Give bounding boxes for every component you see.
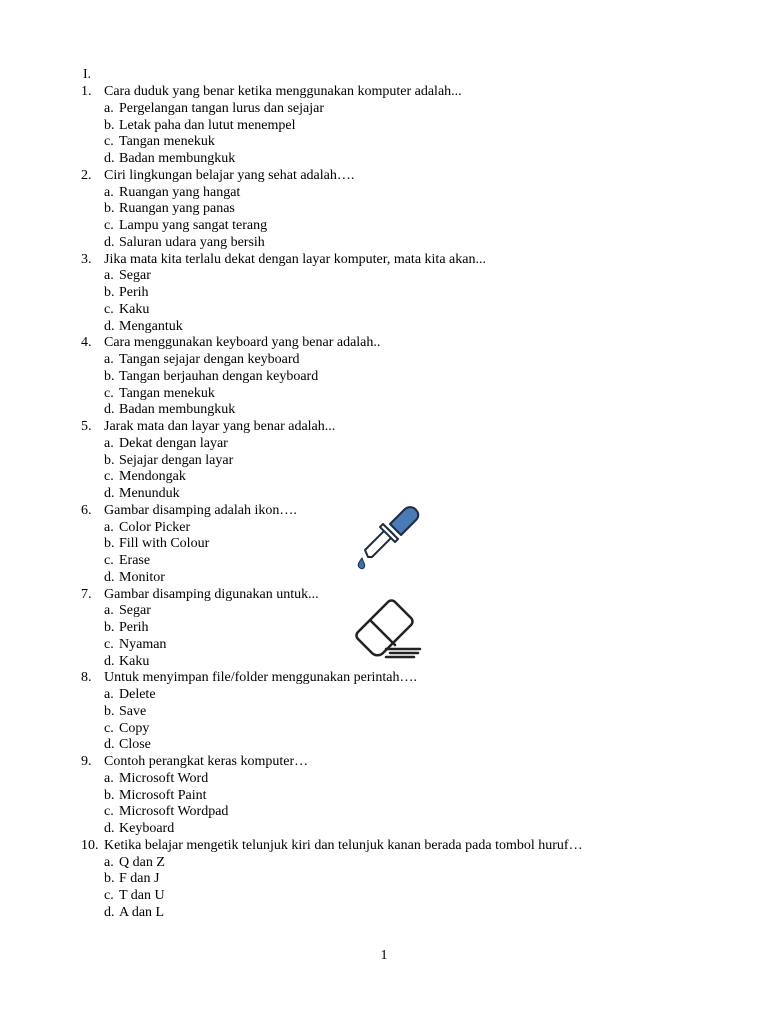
option-letter: c. [104,720,114,736]
answer-option [0,486,768,503]
option-text: Microsoft Word [119,770,209,786]
question-number: 6. [81,502,92,518]
option-text: Keyboard [119,821,175,836]
option-text: Mengantuk [119,318,183,334]
question-item [0,335,768,419]
option-text: Sejajar dengan layar [119,452,234,468]
option-letter: c. [104,385,114,401]
question-text: Cara duduk yang benar ketika menggunakan komputer adalah... [104,84,462,99]
option-text: Lampu yang sangat terang [119,218,268,233]
answer-option [0,453,768,470]
option-letter: c. [104,553,114,568]
question-line [0,335,768,352]
option-letter: c. [104,134,114,150]
option-text: A dan L [119,904,165,920]
answer-option [0,469,768,486]
answer-option [0,369,768,386]
answer-option [0,201,768,218]
answer-option [0,436,768,453]
option-text: Color Picker [119,519,191,535]
option-text: Mendongak [119,469,186,485]
option-letter: d. [104,821,115,836]
color-picker-dropper-icon [352,503,422,573]
option-letter: a. [104,854,114,870]
option-text: Q dan Z [119,854,165,870]
option-letter: d. [104,569,115,585]
option-letter: b. [104,201,115,217]
question-item [0,84,768,168]
option-text: T dan U [119,888,165,903]
option-letter: b. [104,368,115,384]
question-text: Cara menggunakan keyboard yang benar adalah.. [104,335,381,351]
option-text: Dekat dengan layar [119,435,228,451]
answer-option [0,771,768,788]
option-letter: a. [104,770,114,786]
answer-option [0,721,768,738]
answer-option [0,118,768,135]
option-letter: b. [104,536,115,552]
option-text: Kaku [119,653,150,669]
option-letter: a. [104,100,114,116]
option-letter: b. [104,285,115,300]
question-text: Gambar disamping adalah ikon…. [104,502,297,518]
answer-option [0,235,768,252]
option-letter: c. [104,469,114,485]
option-letter: a. [104,519,114,535]
option-text: Microsoft Wordpad [119,804,229,820]
option-text: Microsoft Paint [119,787,207,803]
option-letter: d. [104,653,115,669]
answer-option [0,268,768,285]
option-text: Ruangan yang hangat [119,184,241,200]
question-number: 5. [81,419,92,434]
answer-option [0,737,768,754]
option-letter: b. [104,117,115,133]
option-text: Tangan menekuk [119,134,215,150]
question-text: Jarak mata dan layar yang benar adalah... [104,419,336,434]
answer-option [0,687,768,704]
answer-option [0,352,768,369]
answer-option [0,804,768,821]
option-letter: c. [104,888,114,903]
drop-shape [358,558,364,569]
question-item [0,252,768,336]
option-text: Save [119,703,147,719]
question-text: Untuk menyimpan file/folder menggunakan perintah…. [104,670,417,686]
option-text: Tangan menekuk [119,385,215,401]
option-letter: b. [104,703,115,719]
answer-option [0,386,768,403]
question-line [0,168,768,185]
option-text: Saluran udara yang bersih [119,234,265,250]
page-number: 1 [380,948,388,963]
option-text: Tangan sejajar dengan keyboard [119,352,300,367]
answer-option [0,402,768,419]
answer-option [0,151,768,168]
answer-option [0,788,768,805]
option-letter: a. [104,687,114,702]
question-item [0,168,768,252]
option-text: Monitor [119,569,165,585]
option-letter: a. [104,435,114,451]
answer-option [0,888,768,905]
option-text: Ruangan yang panas [119,201,235,217]
option-letter: a. [104,184,114,200]
option-letter: d. [104,151,115,166]
question-number: 10. [81,837,99,853]
option-letter: d. [104,318,115,334]
question-text: Gambar disamping digunakan untuk... [104,586,319,602]
option-letter: d. [104,486,115,501]
option-text: F dan J [119,871,160,887]
option-letter: c. [104,301,114,317]
option-text: Badan membungkuk [119,151,236,166]
option-letter: a. [104,352,114,367]
option-text: Segar [119,268,151,284]
option-letter: d. [104,234,115,250]
eraser-icon [352,598,424,662]
question-line [0,252,768,269]
section-heading: I. [83,67,92,82]
question-line [0,84,768,101]
option-text: Badan membungkuk [119,402,236,418]
question-number: 9. [81,754,92,769]
option-text: Tangan berjauhan dengan keyboard [119,368,319,384]
dropper-bulb [390,507,418,535]
option-letter: d. [104,402,115,418]
question-number: 7. [81,586,92,602]
option-letter: b. [104,787,115,803]
option-text: Segar [119,603,151,619]
option-text: Close [119,737,151,753]
question-line [0,419,768,436]
answer-option [0,704,768,721]
option-letter: a. [104,603,114,619]
option-letter: b. [104,871,115,887]
option-text: Perih [119,285,149,300]
option-letter: d. [104,904,115,920]
question-number: 1. [81,84,92,99]
answer-option [0,185,768,202]
option-letter: d. [104,737,115,753]
option-text: Letak paha dan lutut menempel [119,117,296,133]
option-letter: b. [104,620,115,635]
question-item [0,419,768,503]
answer-option [0,821,768,838]
answer-option [0,871,768,888]
option-text: Erase [119,553,151,568]
answer-option [0,855,768,872]
answer-option [0,302,768,319]
question-line [0,754,768,771]
question-number: 8. [81,670,92,686]
question-item [0,838,768,922]
answer-option [0,134,768,151]
option-text: Pergelangan tangan lurus dan sejajar [119,100,325,116]
question-line [0,838,768,855]
option-letter: c. [104,804,114,820]
question-number: 2. [81,167,92,183]
question-text: Ciri lingkungan belajar yang sehat adalah…. [104,167,355,183]
question-item [0,670,768,754]
option-text: Delete [119,687,156,702]
option-text: Kaku [119,301,150,317]
answer-option [0,285,768,302]
question-number: 4. [81,335,92,351]
option-text: Nyaman [119,636,167,652]
question-number: 3. [81,251,92,267]
answer-option [0,101,768,118]
question-text: Contoh perangkat keras komputer… [104,754,309,769]
option-letter: b. [104,452,115,468]
option-letter: c. [104,218,114,233]
question-text: Jika mata kita terlalu dekat dengan layar komputer, mata kita akan... [104,251,486,267]
answer-option [0,319,768,336]
option-letter: c. [104,636,114,652]
option-text: Perih [119,620,149,635]
question-item [0,754,768,838]
answer-option [0,905,768,922]
answer-option [0,218,768,235]
option-letter: a. [104,268,114,284]
option-text: Menunduk [119,486,180,501]
option-text: Copy [119,720,150,736]
option-text: Fill with Colour [119,536,210,552]
question-line [0,670,768,687]
question-text: Ketika belajar mengetik telunjuk kiri dan telunjuk kanan berada pada tombol huruf… [104,837,583,853]
